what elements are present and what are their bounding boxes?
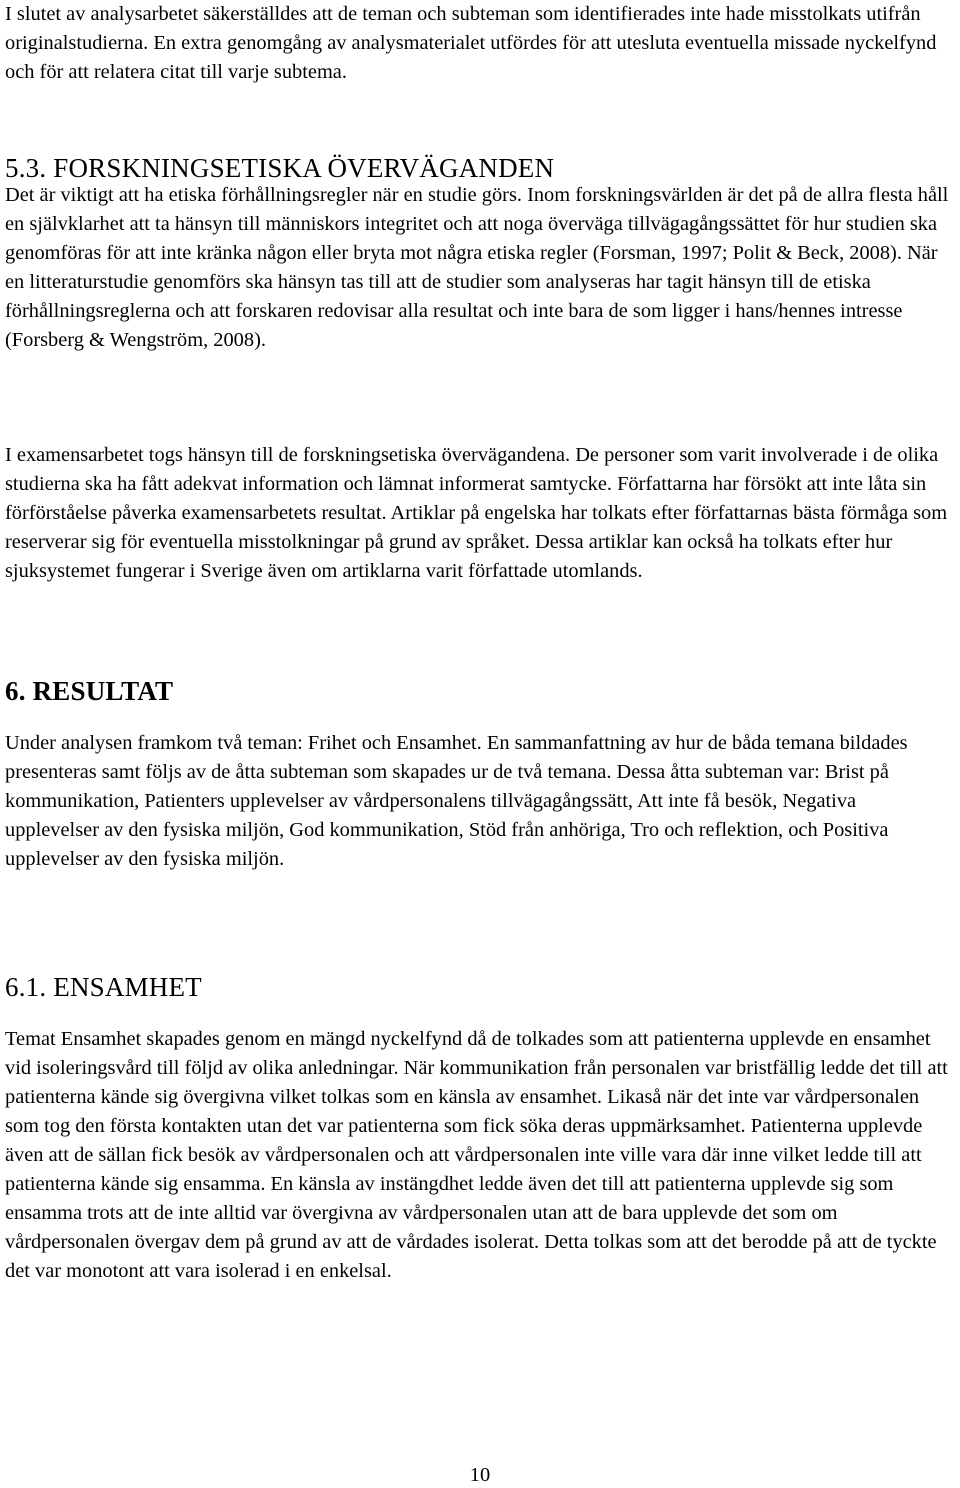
ethics-paragraph-2: I examensarbetet togs hänsyn till de forskningsetiska övervägandena. De personer som varit involverade i de olika studierna ska ha fått adekvat information och lämnat informerat samtycke. Författarna har försökt att inte låta sin förförståelse påverka examensarbetets resultat. Artiklar på engelska har tolkats efter författarnas bästa förmåga som reserverar sig för eventuella misstolkningar på grund av språket. Dessa artiklar kan också ha tolkats efter hur sjuksystemet fungerar i Sverige även om artiklarna varit författade utomlands. <box>5 444 948 582</box>
section-heading-6: 6. RESULTAT <box>5 676 174 706</box>
ethics-paragraph-1: Det är viktigt att ha etiska förhållningsregler när en studie görs. Inom forskningsvärlden är det på de allra flesta håll en självklarhet att ta hänsyn till människors integritet och att noga överväga tillvägagångssättet för hur studien ska genomföras för att inte kränka någon eller bryta mot några etiska regler (Forsman, 1997; Polit & Beck, 2008). När en litteraturstudie genomförs ska hänsyn tas till att de studier som analyseras har tagit hänsyn till de etiska förhållningsreglerna och att forskaren redovisar alla resultat och inte bara de som ligger i hans/hennes intresse (Forsberg & Wengström, 2008). <box>5 184 949 351</box>
page-number: 10 <box>469 1464 491 1486</box>
section-heading-6-1: 6.1. ENSAMHET <box>5 972 202 1002</box>
section-heading-5-3: 5.3. FORSKNINGSETISKA ÖVERVÄGANDEN <box>5 153 555 183</box>
intro-paragraph: I slutet av analysarbetet säkerställdes att de teman och subteman som identifierades inte hade misstolkats utifrån originalstudierna. En extra genomgång av analysmaterialet utfördes för att utesluta eventuella missade nyckelfynd och för att relatera citat till varje subtema. <box>5 3 937 83</box>
results-paragraph: Under analysen framkom två teman: Frihet och Ensamhet. En sammanfattning av hur de båda temana bildades presenteras samt följs av de åtta subteman som skapades ur de två temana. Dessa åtta subteman var: Brist på kommunikation, Patienters upplevelser av vårdpersonalens tillvägagångssätt, Att inte få besök, Negativa upplevelser av den fysiska miljön, God kommunikation, Stöd från anhöriga, Tro och reflektion, och Positiva upplevelser av den fysiska miljön. <box>5 732 908 870</box>
loneliness-paragraph: Temat Ensamhet skapades genom en mängd nyckelfynd då de tolkades som att patienterna upplevde en ensamhet vid isoleringsvård till följd av olika anledningar. När kommunikation från personalen var bristfällig ledde det till att patienterna kände sig övergivna vilket tolkas som en känsla av ensamhet. Likaså när det inte var vårdpersonalen som tog den första kontakten utan det var patienterna som fick söka deras uppmärksamhet. Patienterna upplevde även att de sällan fick besök av vårdpersonalen och att vårdpersonalen inte ville vara där inne vilket ledde till att patienterna kände sig ensamma. En känsla av instängdhet ledde även det till att patienterna upplevde sig som ensamma trots att de inte alltid var övergivna av vårdpersonalen utan att de bara upplevde det som om vårdpersonalen övergav dem på grund av att de vårdades isolerat. Detta tolkas som att det berodde på att de tyckte det var monotont att vara isolerad i en enkelsal. <box>5 1028 948 1282</box>
